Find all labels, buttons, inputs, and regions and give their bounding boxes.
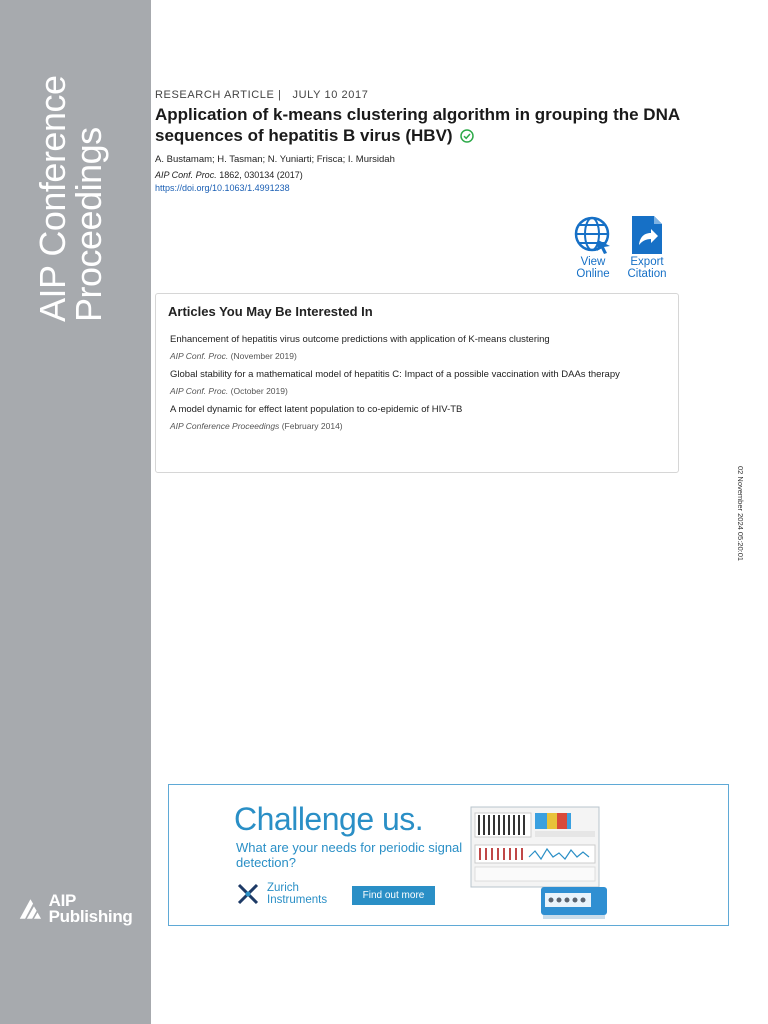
aip-logo-icon [18, 896, 45, 922]
article-meta [155, 89, 368, 101]
related-journal: AIP Conf. Proc. [170, 351, 229, 361]
download-timestamp: 02 November 2024 05:20:01 [736, 466, 745, 562]
export-label-1: Export [630, 256, 664, 268]
related-item [170, 402, 625, 431]
globe-icon [574, 216, 612, 254]
article-title [155, 104, 695, 146]
related-item [170, 367, 625, 396]
zi-cross-icon [236, 882, 260, 906]
journal-abbrev: AIP Conf. Proc. [155, 170, 217, 180]
view-online-button[interactable] [563, 216, 623, 280]
view-label-2: Online [576, 268, 610, 280]
publisher-name: AIP Publishing [48, 891, 133, 926]
related-journal: AIP Conf. Proc. [170, 386, 229, 396]
related-list [170, 332, 625, 437]
related-date: (November 2019) [230, 351, 297, 361]
advertisement-banner[interactable] [168, 784, 729, 926]
ad-headline: Challenge us. [234, 801, 424, 837]
check-circle-icon [460, 129, 474, 143]
citation-details: 1862, 030134 (2017) [219, 170, 303, 180]
related-heading: Articles You May Be Interested In [168, 304, 373, 319]
ad-brand-line1: Zurich [267, 882, 299, 894]
related-source [170, 351, 625, 361]
article-title-text: Application of k-means clustering algorithm in grouping the DNA sequences of hepatitis B virus (HBV) [155, 105, 680, 145]
doi-link[interactable]: https://doi.org/10.1063/1.4991238 [155, 183, 290, 193]
related-title-link[interactable]: Global stability for a mathematical model of hepatitis C: Impact of a possible vaccination with DAAs therapy [170, 369, 620, 380]
export-label-2: Citation [627, 268, 667, 280]
related-title-link[interactable]: Enhancement of hepatitis virus outcome predictions with application of K-means clustering [170, 334, 550, 345]
related-date: (February 2014) [281, 421, 343, 431]
ad-subline: What are your needs for periodic signal detection? [236, 840, 463, 870]
related-articles-box [155, 293, 679, 473]
related-source [170, 421, 625, 431]
find-out-more-button[interactable]: Find out more [352, 886, 435, 905]
ad-brand-line2: Instruments [267, 894, 328, 906]
article-date: JULY 10 2017 [292, 89, 369, 101]
article-type: RESEARCH ARTICLE [155, 89, 275, 101]
zurich-instruments-logo [236, 882, 327, 906]
journal-title: AIP Conference Proceedings [32, 75, 109, 322]
related-item [170, 332, 625, 361]
journal-sidebar [0, 0, 151, 1024]
view-label-1: View [580, 256, 606, 268]
export-citation-button[interactable] [617, 216, 677, 280]
related-source [170, 386, 625, 396]
related-date: (October 2019) [230, 386, 288, 396]
publisher-logo[interactable] [18, 893, 151, 925]
meta-separator: | [278, 89, 289, 101]
related-journal: AIP Conference Proceedings [170, 421, 280, 431]
share-icon [632, 216, 662, 254]
author-list: A. Bustamam; H. Tasman; N. Yuniarti; Frisca; I. Mursidah [155, 154, 395, 165]
instrument-screen-illustration [469, 805, 609, 925]
related-title-link[interactable]: A model dynamic for effect latent population to co-epidemic of HIV-TB [170, 404, 463, 415]
citation [155, 170, 303, 180]
